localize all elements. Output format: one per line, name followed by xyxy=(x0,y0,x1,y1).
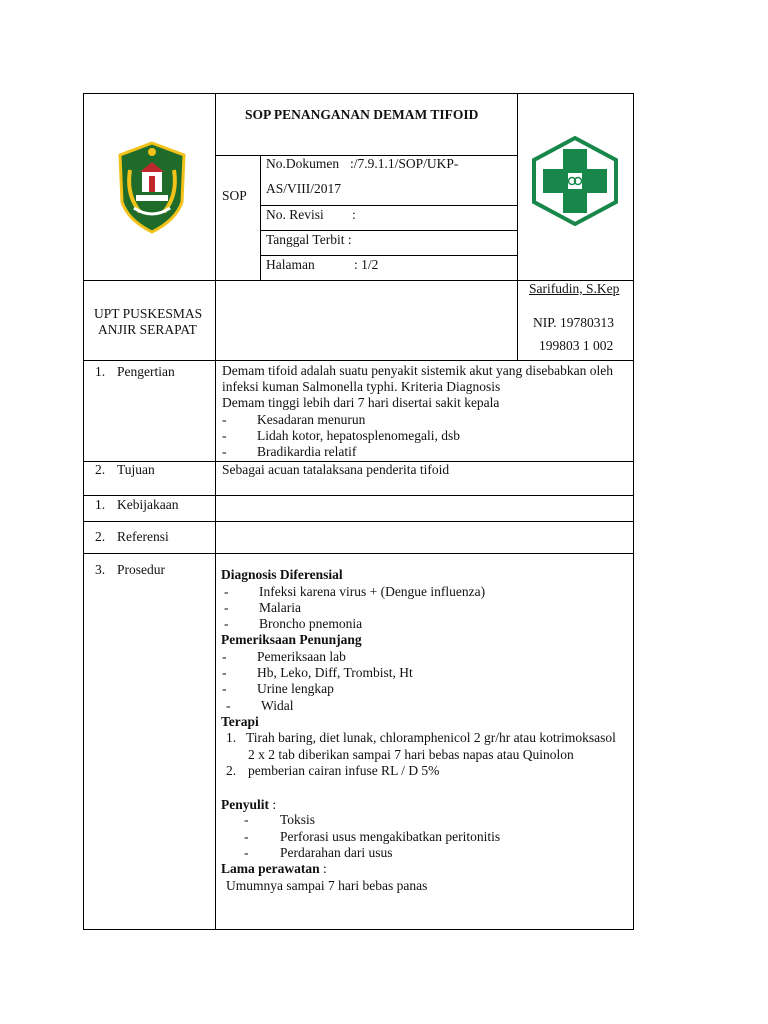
prosedur-num: 3. xyxy=(95,562,106,577)
bullet-dash: - xyxy=(244,812,249,827)
bullet-dash: - xyxy=(244,829,249,844)
penyulit-item: Perdarahan dari usus xyxy=(280,845,393,860)
dd-item: Malaria xyxy=(259,600,301,615)
bullet-dash: - xyxy=(222,665,227,680)
pp-item: Urine lengkap xyxy=(257,681,334,696)
terapi-heading: Terapi xyxy=(221,714,259,729)
org-name-line2: ANJIR SERAPAT xyxy=(98,322,197,337)
pengertian-bullet: Kesadaran menurun xyxy=(257,412,366,427)
terapi-num: 2. xyxy=(226,763,237,778)
tanggal-terbit-label: Tanggal Terbit : xyxy=(266,232,352,247)
pengertian-num: 1. xyxy=(95,364,106,379)
bullet-dash: - xyxy=(226,698,231,713)
kebijakan-num: 1. xyxy=(95,497,106,512)
kebijakan-label: Kebijakaan xyxy=(117,497,179,512)
bullet-dash: - xyxy=(222,444,227,459)
puskesmas-logo xyxy=(530,135,620,227)
bullet-dash: - xyxy=(222,681,227,696)
pp-item: Pemeriksaan lab xyxy=(257,649,346,664)
org-name-line1: UPT PUSKESMAS xyxy=(94,306,203,321)
terapi-item: pemberian cairan infuse RL / D 5% xyxy=(248,763,440,778)
pp-item: Widal xyxy=(261,698,294,713)
bullet-dash: - xyxy=(224,600,229,615)
bullet-dash: - xyxy=(224,584,229,599)
pengertian-bullet: Lidah kotor, hepatosplenomegali, dsb xyxy=(257,428,461,443)
diagnosis-diferensial-heading: Diagnosis Diferensial xyxy=(221,567,343,582)
penyulit-colon: : xyxy=(269,797,277,812)
no-revisi-value: : xyxy=(352,207,356,222)
no-revisi-label: No. Revisi xyxy=(266,207,324,222)
nip-line2: 199803 1 002 xyxy=(539,338,614,353)
halaman-value: : 1/2 xyxy=(354,257,379,272)
signer-name: Sarifudin, S.Kep xyxy=(529,281,620,296)
penyulit-title: Penyulit xyxy=(221,797,270,812)
pengertian-label: Pengertian xyxy=(117,364,175,379)
pengertian-text: Demam tifoid adalah suatu penyakit sistemik akut yang disebabkan oleh xyxy=(222,363,614,378)
tujuan-label: Tujuan xyxy=(117,462,155,477)
lama-perawatan-heading xyxy=(221,861,327,877)
dd-item: Infeksi karena virus + (Dengue influenza) xyxy=(259,584,486,599)
pengertian-bullet: Bradikardia relatif xyxy=(257,444,357,459)
lama-title: Lama perawatan xyxy=(221,861,320,876)
penyulit-heading xyxy=(221,797,276,813)
halaman-label: Halaman xyxy=(266,257,315,272)
bullet-dash: - xyxy=(222,428,227,443)
sop-label: SOP xyxy=(222,188,247,203)
pemeriksaan-penunjang-heading: Pemeriksaan Penunjang xyxy=(221,632,362,647)
prosedur-label: Prosedur xyxy=(117,562,165,577)
bullet-dash: - xyxy=(222,649,227,664)
penyulit-item: Perforasi usus mengakibatkan peritonitis xyxy=(280,829,501,844)
no-dokumen-label: No.Dokumen xyxy=(266,156,340,171)
bullet-dash: - xyxy=(224,616,229,631)
no-dokumen-value: :/7.9.1.1/SOP/UKP- xyxy=(350,156,459,171)
document-title: SOP PENANGANAN DEMAM TIFOID xyxy=(245,107,479,122)
bullet-dash: - xyxy=(222,412,227,427)
regional-crest-logo xyxy=(116,140,188,235)
dd-item: Broncho pnemonia xyxy=(259,616,363,631)
pengertian-text: Demam tinggi lebih dari 7 hari disertai sakit kepala xyxy=(222,395,500,410)
referensi-label: Referensi xyxy=(117,529,169,544)
terapi-item: Tirah baring, diet lunak, chloramphenicol 2 gr/hr atau kotrimoksasol xyxy=(246,730,616,745)
terapi-item-cont: 2 x 2 tab diberikan sampai 7 hari bebas napas atau Quinolon xyxy=(248,747,574,762)
lama-colon: : xyxy=(319,861,327,876)
nip-line1: NIP. 19780313 xyxy=(533,315,615,330)
referensi-num: 2. xyxy=(95,529,106,544)
tujuan-text: Sebagai acuan tatalaksana penderita tifoid xyxy=(222,462,450,477)
penyulit-item: Toksis xyxy=(280,812,316,827)
pengertian-text: infeksi kuman Salmonella typhi. Kriteria Diagnosis xyxy=(222,379,501,394)
no-dokumen-value-cont: AS/VIII/2017 xyxy=(266,181,341,196)
pp-item: Hb, Leko, Diff, Trombist, Ht xyxy=(257,665,413,680)
lama-perawatan-text: Umumnya sampai 7 hari bebas panas xyxy=(226,878,428,893)
tujuan-num: 2. xyxy=(95,462,106,477)
terapi-num: 1. xyxy=(226,730,237,745)
bullet-dash: - xyxy=(244,845,249,860)
